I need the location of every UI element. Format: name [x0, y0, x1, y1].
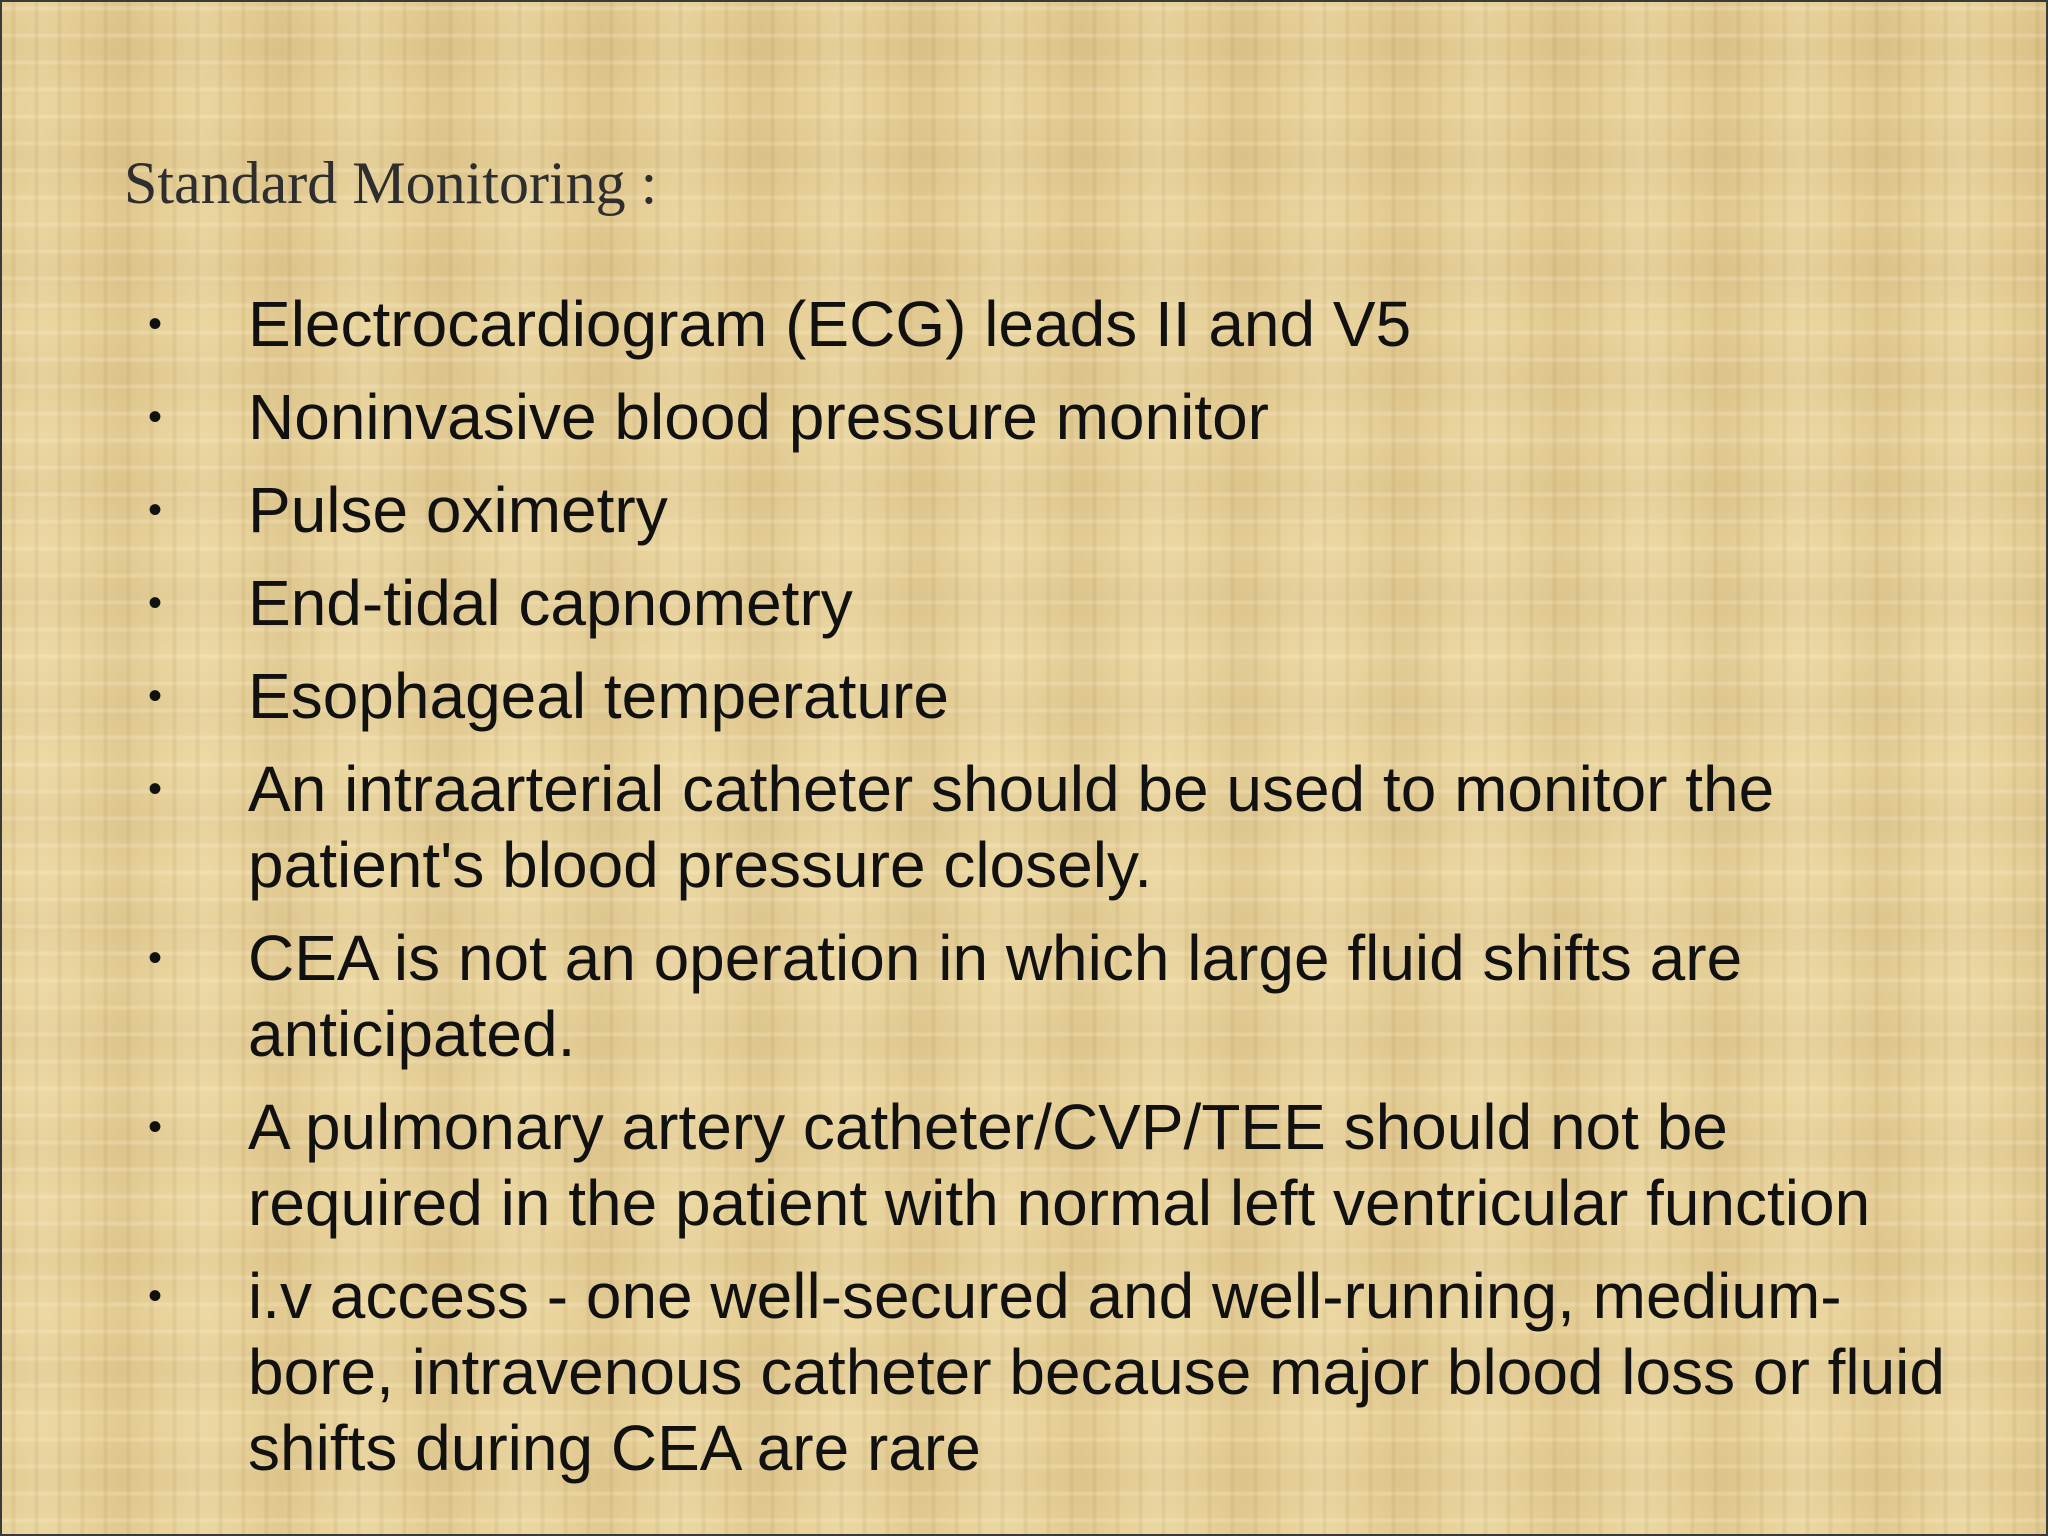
bullet-text: An intraarterial catheter should be used to monitor the patient's blood pressure closely.	[248, 753, 1775, 901]
bullet-icon: •	[148, 581, 163, 625]
bullet-text: Esophageal temperature	[248, 660, 949, 732]
bullet-item	[148, 1258, 1988, 1486]
bullet-icon: •	[148, 1105, 163, 1149]
bullet-icon: •	[148, 395, 163, 439]
bullet-icon: •	[148, 302, 163, 346]
bullet-icon: •	[148, 767, 163, 811]
bullet-list	[148, 286, 1988, 1503]
bullet-icon: •	[148, 488, 163, 532]
bullet-item	[148, 658, 1988, 734]
bullet-text: i.v access - one well-secured and well-running, medium-bore, intravenous catheter because major blood loss or fluid shifts during CEA are rare	[248, 1260, 1945, 1484]
bullet-text: Pulse oximetry	[248, 474, 668, 546]
bullet-item	[148, 751, 1988, 903]
bullet-item	[148, 920, 1988, 1072]
slide-title: Standard Monitoring :	[124, 150, 658, 216]
bullet-text: A pulmonary artery catheter/CVP/TEE should not be required in the patient with normal left ventricular function	[248, 1091, 1871, 1239]
bullet-item	[148, 565, 1988, 641]
bullet-item	[148, 1089, 1988, 1241]
bullet-text: End-tidal capnometry	[248, 567, 853, 639]
bullet-icon: •	[148, 674, 163, 718]
bullet-text: CEA is not an operation in which large fluid shifts are anticipated.	[248, 922, 1743, 1070]
bullet-item	[148, 472, 1988, 548]
bullet-icon: •	[148, 936, 163, 980]
bullet-icon: •	[148, 1274, 163, 1318]
bullet-item	[148, 286, 1988, 362]
bullet-text: Noninvasive blood pressure monitor	[248, 381, 1269, 453]
bullet-text: Electrocardiogram (ECG) leads II and V5	[248, 288, 1412, 360]
bullet-item	[148, 379, 1988, 455]
